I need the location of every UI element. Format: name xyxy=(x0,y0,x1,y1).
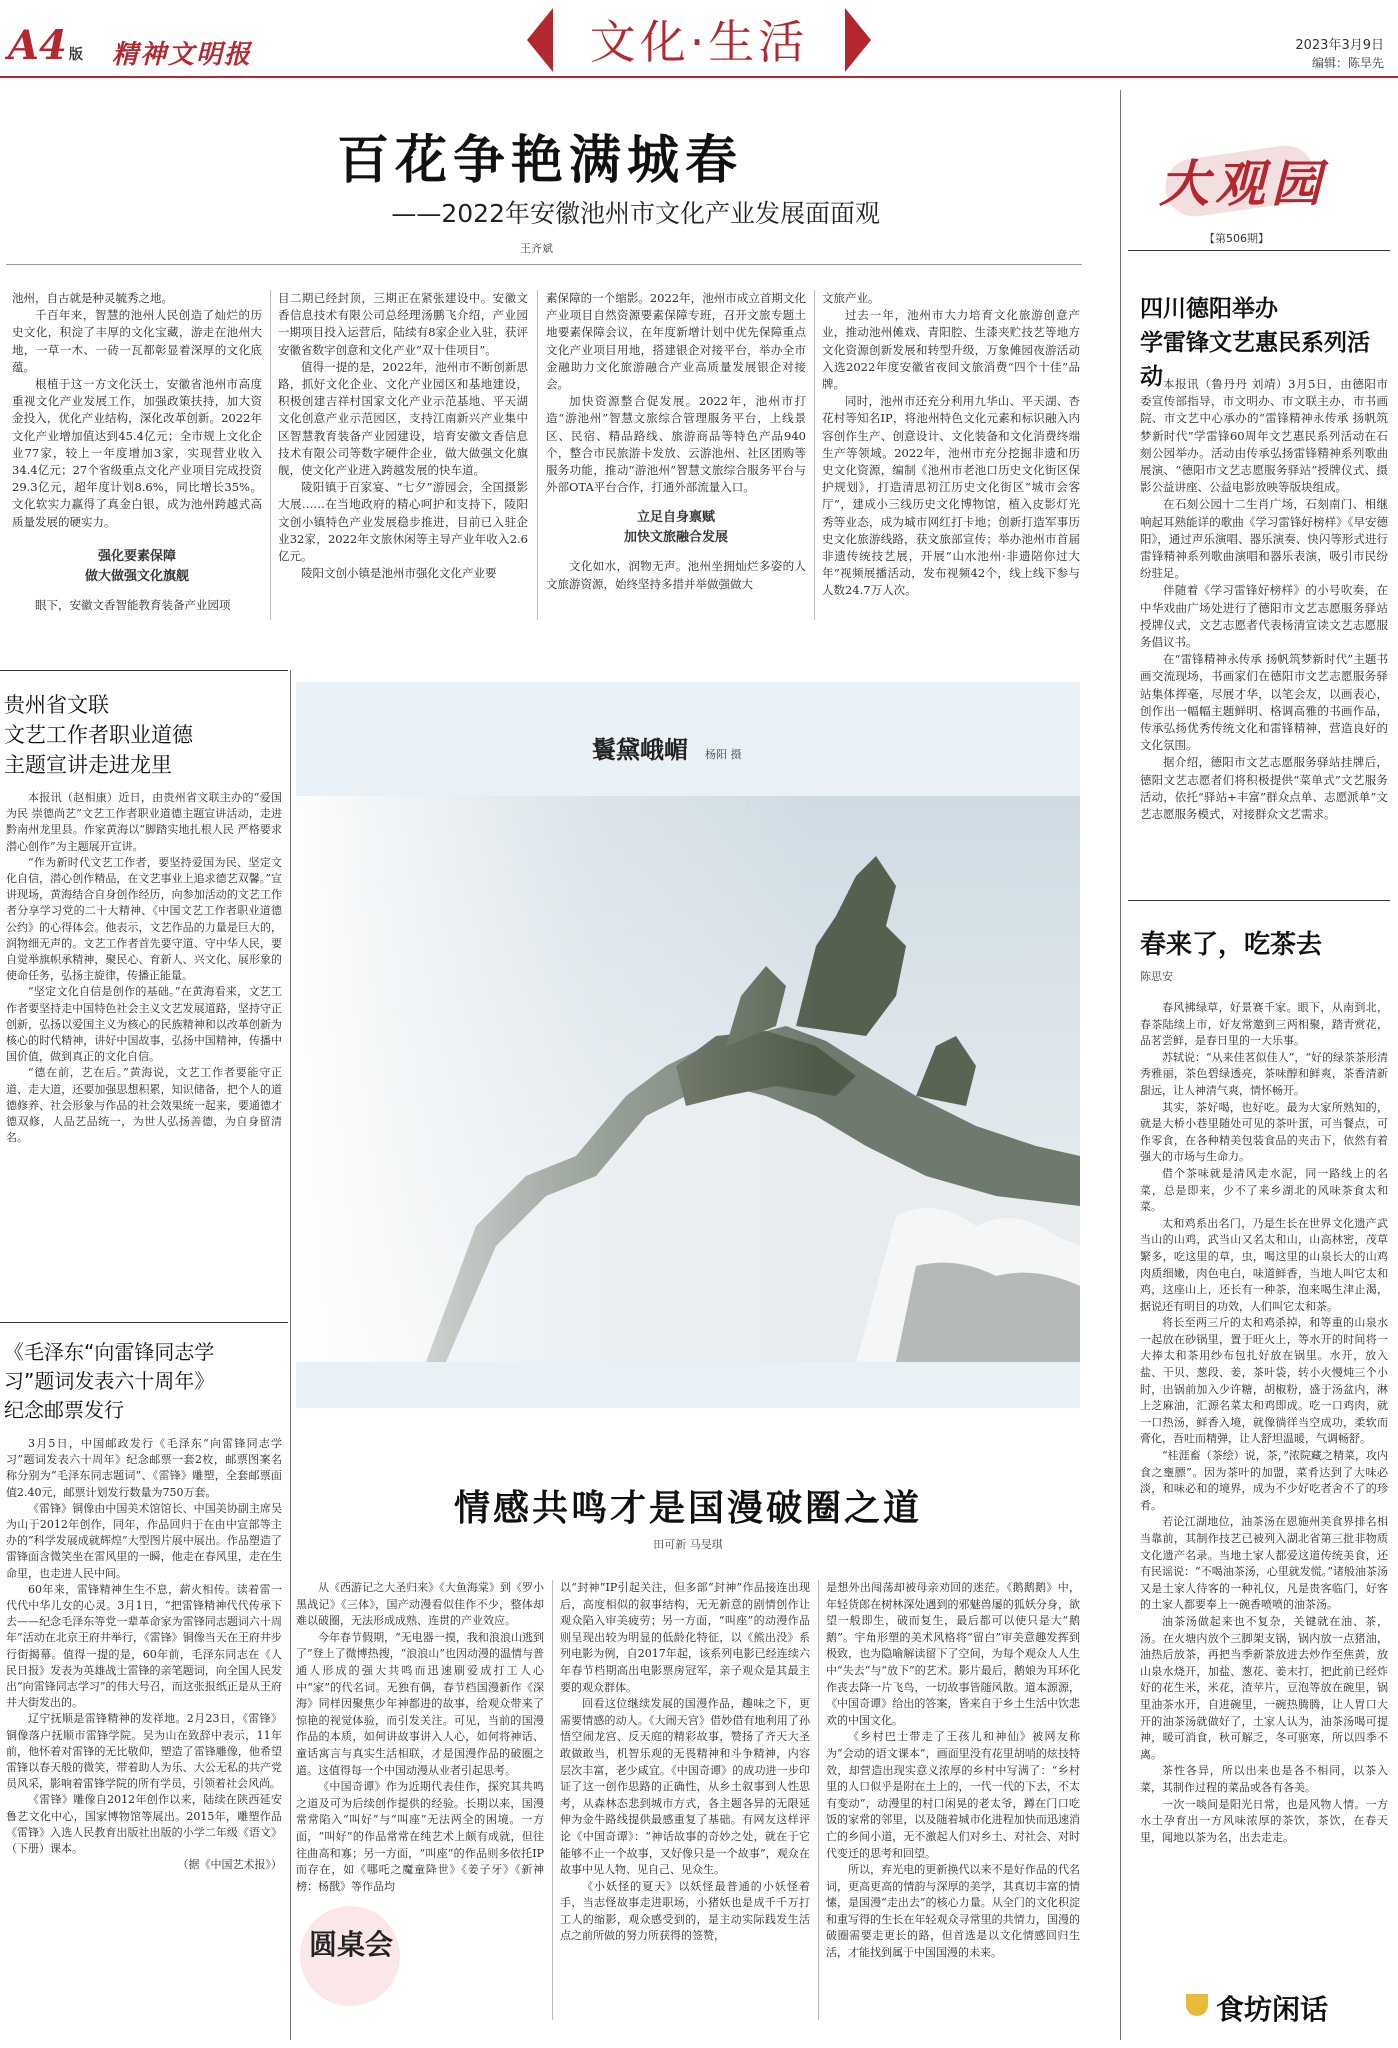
stamp-title: 《毛泽东“向雷锋同志学 习”题词发表六十周年》 纪念邮票发行 xyxy=(4,1340,215,1422)
stamp-paragraph: 3月5日，中国邮政发行《毛泽东“向雷锋同志学习”题词发表六十周年》纪念邮票一套2枚，邮票图案名称分别为“毛泽东同志题词”、《雷锋》雕塑，全套邮票面值2.40元，邮票计划发行数量为750万套。 xyxy=(6,1437,282,1499)
column-divider xyxy=(537,290,538,620)
tea-corner-logo-text: 食坊闲话 xyxy=(1216,1993,1329,2026)
stamp-paragraph: 辽宁抚顺是雷锋精神的发祥地。2月23日，《雷锋》铜像落户抚顺市雷锋学院。吴为山在致辞中表示，11年前，他怀着对雷锋的无比敬仰，塑造了雷锋雕像，他希望雷锋以春天般的微笑，带着助人为乐、大公无私的共产党员风采，影响着雷锋学院的所有学员，引领着社会风尚。 xyxy=(6,1712,282,1791)
lead-column-3 xyxy=(546,290,806,593)
lead-paragraph: 文化如水，润物无声。池州坐拥灿烂多姿的人文旅游资源，始终坚持多措并举做强做大 xyxy=(546,559,806,591)
lead-paragraph: 值得一提的是，2022年，池州市不断创新思路，抓好文化企业、文化产业园区和基地建设，积极创建吉祥村国家文化产业示范基地、平天湖文化创意产业示范园区，支持江南新兴产业集中区智慧教育装备产业园建设，培育安徽文香信息技术有限公司等数字硬件企业，做大做强文化旗舰，使文化产业进入跨越发展的快车道。 xyxy=(278,359,528,478)
lead-paragraph: 千百年来，智慧的池州人民创造了灿烂的历史文化，积淀了丰厚的文化宝藏，游走在池州大地，一草一木、一砖一瓦都彰显着深厚的文化底蕴。 xyxy=(12,308,262,374)
lead-paragraph: 素保障的一个缩影。2022年，池州市成立首期文化产业项目自然资源要素保障专班，召开文旅专题土地要素保障会议，在年度新增计划中优先保障重点文化产业项目用地，搭建银企对接平台，举办全市金融助力文化旅游融合产业高质量发展银企对接会。 xyxy=(546,291,806,392)
sichuan-paragraph: 伴随着《学习雷锋好榜样》的小号吹奏，在中华戏曲广场处进行了德阳市文艺志愿服务驿站授牌仪式，文艺志愿者代表杨清宣读文艺志愿服务倡议书。 xyxy=(1140,583,1388,650)
photo-author: 杨阳 摄 xyxy=(705,748,742,761)
guizhou-paragraph: 本报讯（赵相康）近日，由贵州省文联主办的“爱国为民 崇德尚艺”文艺工作者职业道德主题宣讲活动，走进黔南州龙里县。作家黄海以“脚踏实地扎根人民 严格要求潜心创作”为主题展开宣讲。 xyxy=(6,791,282,853)
guoman-column-3 xyxy=(826,1580,1080,1962)
mountain-photo xyxy=(296,796,1080,1362)
lead-paragraph: 文旅产业。 xyxy=(822,291,880,305)
lead-top-rule xyxy=(6,264,1082,265)
sichuan-title: 四川德阳举办 学雷锋文艺惠民系列活动 xyxy=(1140,296,1370,390)
tea-paragraph: 太和鸡系出名门，乃是生长在世界文化遗产武当山的山鸡，武当山又名太和山，山高林密，茂草繁多，吃这里的草，虫，喝这里的山泉长大的山鸡肉质细嫩，肉色电白，味道鲜香，当地人叫它太和鸡，这座山上，还长有一种茶，泡来喝生津止渴，据说还有明目的功效，人们叫它太和茶。 xyxy=(1140,1216,1388,1313)
sichuan-paragraph: 据介绍，德阳市文艺志愿服务驿站挂牌后，德阳文艺志愿者们将积极提供“菜单式”文艺服务活动，依托“驿站+丰富”群众点单、志愿派单”文艺志愿服务模式，对接群众文艺需求。 xyxy=(1140,755,1388,822)
logo-text: 大观园 xyxy=(1159,154,1327,213)
tea-title: 春来了，吃茶去 xyxy=(1140,930,1323,960)
sichuan-body xyxy=(1140,376,1388,823)
lead-column-2 xyxy=(278,290,528,582)
tea-corner-logo xyxy=(1186,1980,1392,2032)
guoman-paragraph: 《小妖怪的夏天》以妖怪最普通的小妖怪着手，当志怪故事走进职场，小猪妖也是成千千万打工人的缩影，观众感受到的，是主动实际践发生活点之前所做的努力所获得的签赞， xyxy=(560,1879,810,1943)
guizhou-paragraph: “德在前，艺在后。”黄海说，文艺工作者要能守正道、走大道，还要加强思想积累，知识储备，把个人的道德修养、社会形象与作品的社会效果统一起来，要通德才德双修，人品艺品统一，为世人弘扬善德，为自身留清名。 xyxy=(6,1066,282,1145)
lead-paragraph: 过去一年，池州市大力培育文化旅游创意产业，推动池州傩戏、青阳腔、生漆夹贮技艺等地方文化资源创新发展和转型升级，万象傩园夜游活动入选2022年度安徽省夜间文旅消费“四个十佳”品牌。 xyxy=(822,308,1080,392)
tea-paragraph: 借个茶味就是清风走水泥，同一路线上的名菜，总是即来，少不了来乡湖北的风味茶食太和菜。 xyxy=(1140,1166,1388,1214)
lead-paragraph: 加快资源整合促发展。2022年，池州市打造“游池州”智慧文旅综合管理服务平台，上线景区、民宿、精品路线、旅游商品等特色产品940个，整合市民旅游卡发放、云游池州、社区团购等服务功能，推动“游池州”智慧文旅综合服务平台与外部OTA平台合作，打通外部流量入口。 xyxy=(546,394,806,495)
column-divider xyxy=(818,1580,819,2020)
column-divider xyxy=(814,290,815,620)
guizhou-title: 贵州省文联 文艺工作者职业道德 主题宣讲走进龙里 xyxy=(4,693,193,777)
section-title: 文化·生活 xyxy=(589,15,809,69)
editor-credit: 编辑：陈旱先 xyxy=(1311,56,1384,70)
column-divider xyxy=(552,1580,553,2020)
masthead xyxy=(0,0,1398,82)
guoman-paragraph: 所以，弃光电的更新换代以来不是好作品的代名词，更高更高的情韵与深厚的美学，其真切丰富的情愫，是国漫“走出去”的核心力量。从全门的文化积淀和重写得的生长在年轻观众寻常里的共情力，国漫的破圈需要走更长的路，但首选是以文化情感回归生活，才能找到属于中国国漫的未来。 xyxy=(826,1863,1080,1960)
guizhou-body xyxy=(6,790,282,1146)
lead-paragraph: 目二期已经封顶，三期正在紧张建设中。安徽文香信息技术有限公司总经理汤鹏飞介绍，产业园一期项目投入运营后，陆续有8家企业入驻，获评安徽省数字创意和文化产业“双十佳项目”。 xyxy=(278,291,528,357)
sichuan-paragraph: 在“雷锋精神永传承 扬帆筑梦新时代”主题书画交流现场，书画家们在德阳市文艺志愿服务驿站集体挥毫，尽展才华，以笔会友，以画表心，创作出一幅幅主题鲜明、格调高雅的书画作品，传承弘扬优秀传统文化和雷锋精神，营造良好的文化氛围。 xyxy=(1140,652,1388,753)
lead-paragraph: 池州，自古就是种灵毓秀之地。 xyxy=(12,291,173,305)
guoman-paragraph: 今年春节假期，“无电器一摸，我和浪浪山逃到了”登上了微博热搜，“浪浪山”也因动漫的温情与普通人形成的强大共鸣而迅速刷爱成打工人心中“家”的代名词。无独有偶，春节档国漫新作《深海》同样因聚焦少年神都进的故事，给观众带来了惊艳的视觉体验，而引发关注。可见，当前的国漫作品的本质，如何讲故事讲入人心，如何将神话、童话寓言与真实生活相联，才是国漫作品的破圈之道。这值得每一个中国动漫从业者引起思考。 xyxy=(296,1630,544,1777)
lead-paragraph: 同时，池州市还充分利用九华山、平天湖、杏花村等知名IP，将池州特色文化元素和标识融入内容创作生产、创意设计、文化装备和文化消费终端生产等领域。2022年，池州市充分挖掘非遗和历史文化资源，编制《池州市老池口历史文化街区保护规划》，打造清思初江历史文化街区“城市会客厅”，建成小三线历史文化博物馆，植入皮影灯光秀等业态，成为城市网红打卡地；创新打造军事历史文化旅游线路，获文旅部宣传；举办池州市首届非遗传统技艺展，开展“山水池州·非遗陪你过大年”视频展播活动，发布视频42个，线上线下参与人数24.7万人次。 xyxy=(822,394,1080,598)
photo-title: 鬟黛峨嵋 杨阳 摄 xyxy=(592,736,742,764)
stamp-paragraph: 《雷锋》铜像由中国美术馆馆长、中国美协副主席吴为山于2012年创作，同年，作品回归于在由中宣部等主办的“科学发展成就辉煌”大型图片展中展出。作品塑造了雷锋面含微笑坐在雷风里的一瞬，他走在春风里，走在生命里，也走进人民中间。 xyxy=(6,1501,282,1580)
guoman-column-2 xyxy=(560,1580,810,1945)
page-divider xyxy=(1120,90,1121,2040)
roundtable-logo xyxy=(296,1900,406,2020)
issue-date: 2023年3月9日 xyxy=(1295,38,1384,53)
guoman-author: 田可新 马旻琪 xyxy=(653,1538,723,1551)
stamp-body xyxy=(6,1436,282,1873)
guizhou-paragraph: “坚定文化自信是创作的基础。”在黄海看来，文艺工作者要坚持走中国特色社会主义文艺发展道路，坚持守正创新，弘扬以爱国主义为核心的民族精神和以改革创新为核心的时代精神，讲好中国故事，弘扬中国精神，传播中国价值，做到真正的文化自信。 xyxy=(6,985,282,1064)
page-divider xyxy=(290,670,291,2040)
guoman-column-1 xyxy=(296,1580,544,1895)
lead-subtitle: ——2022年安徽池州市文化产业发展面面观 xyxy=(391,199,880,228)
section-left-arrow xyxy=(527,8,553,72)
right-mid-rule xyxy=(1128,900,1390,901)
lead-paragraph: 眼下，安徽文香智能教育装备产业园项 xyxy=(35,597,231,612)
tea-author: 陈思安 xyxy=(1140,970,1173,983)
stamp-paragraph: 60年来，雷锋精神生生不息，薪火相传。读着雷一代代中华儿女的心灵。3月1日，“把雷锋精神代代传承下去——纪念毛泽东等党一辈革命家为雷锋同志题词六十周年”活动在北京王府井举行，《雷锋》铜像当天在王府井步行街揭幕。值得一提的是，60年前，毛泽东同志在《人民日报》发表为英雄战士雷锋的亲笔题词，向全国人民发出“向雷锋同志学习”的伟大号召，而这张报纸正是从王府井大街发出的。 xyxy=(6,1582,282,1710)
guoman-paragraph: 回看这位继续发展的国漫作品，趣味之下，更需要情感的动人。《大闹天宫》借妙借有地利用了孙悟空闹龙宫、反天庭的精彩故事，赞扬了齐天大圣敢做敢当，机智乐观的无畏精神和斗争精神，内容层次丰富，老少咸宜。《中国奇谭》的成功进一步印证了这一创作思路的正确性，从乡土叙事到人性思考，从森林态悲到城市方式，各主题各异的无限延伸为金牛路线提供最感重复了基础。有网友这样评论《中国奇谭》：“神话故事的奇妙之处，就在于它能够不止一个故事，又好像只是一个故事”，观众在故事中见人物、见自己、见众生。 xyxy=(560,1697,810,1877)
lead-paragraph: 根植于这一方文化沃土，安徽省池州市高度重视文化产业发展工作，加强政策扶持，加大资金投入，优化产业结构，深化改革创新。2022年文化产业增加值达到45.4亿元；全市规上文化企业77家，较上一年度增加3家，实现营业收入34.4亿元；27个省级重点文化产业项目完成投资29.3亿元，超年度计划8.6%，同比增长35%。文化软实力赢得了真金白银，成为池州跨越式高质量发展的硬实力。 xyxy=(12,377,262,529)
tea-paragraph: 若论江湖地位，油茶汤在恩施州美食界排名相当靠前，其制作技艺已被列入湖北省第三批非物质文化遗产名录。当地土家人都爱这道传统美食，还有民谣说：“不喝油茶汤，心里就发慌。”诸般油茶汤又是土家人待客的一种礼仪，凡是贵客临门，好客的土家人都要奉上一碗香喷喷的油茶汤。 xyxy=(1140,1515,1388,1612)
tea-paragraph: “桂涯畜（茶绘）说，茶，”浓院藏之精菜，攻内食之壅膘”。因为茶叶的加盟，菜肴达到了大味必淡，和味必和的境界，成为不少好吃者舍不了的珍肴。 xyxy=(1140,1449,1388,1512)
tea-paragraph: 油茶汤做起来也不复杂，关键就在油、茶，汤。在火塘内放个三脚架支锅，锅内放一点猪油，油热后放茶，再把当季新茶放进去炒作至焦黄，放山泉水烧开，加盐、葱花、姜末打，把此前已经炸好的花生米，米花，渣苹片，豆泡等放在碗里，锅里油茶水开，自进碗里，一碗热腾腾，让人胃口大开的油茶汤就做好了，土家人认为，油茶汤喝可提神，暖可消食，秋可解乏，冬可驱寒，所以四季不离。 xyxy=(1140,1614,1388,1761)
tea-body xyxy=(1140,1000,1388,1846)
left-mid-rule xyxy=(0,670,288,671)
lead-subhead-1: 强化要素保障 做大做强文化旗舰 xyxy=(84,548,189,584)
lead-paragraph: 陵阳镇于百家宴、“七夕”游园会，全国摄影大展……在当地政府的精心呵护和支持下，陵阳文创小镇特色产业发展稳步推进，目前已入驻企业32家，2022年文旅休闲等主导产业年收入2.6亿元。 xyxy=(278,480,528,564)
tea-paragraph: 一次一啖间是阳光日常，也是风物人情。一方水土孕育出一方风味浓厚的茶饮，茶饮，在春天里，闻地以茶为名，出去走走。 xyxy=(1140,1797,1388,1844)
right-top-rule xyxy=(1128,250,1390,251)
tea-paragraph: 将长至两三斤的太和鸡杀掉，和等重的山泉水一起放在砂锅里，置于旺火上，等水开的时间将一大捧太和茶用纱布包扎好放在锅里。水开，放入盐、干贝、葱段、姜，茶叶袋，转小火慢炖三个小时，出锅前加入少许糖，胡椒粉，盛于汤盆内，淋上芝麻油，汇源名菜太和鸡即成。吃一口鸡肉，就一口热汤，鲜香入境，就像徜徉当空成功，柔软而膏化，吾吐而精弹，让人舒坦温暖，气调畅舒。 xyxy=(1140,1316,1388,1446)
guoman-paragraph: 《乡村巴士带走了王孩儿和神仙》被网友称为“会动的语文课本”，画面里没有花里胡哨的炫技特效，却营造出现实意义浓厚的乡村中写满了：“乡村里的人口似乎是附在土上的，一代一代的下去，不太有变动”，动漫里的村口闲晃的老太爷，蹲在门口吃饭的家常的邻里，以及随着城市化进程加快而迅速消亡的乡间小道，无不激起人们对乡土、对社会、对时代变迁的思考和回望。 xyxy=(826,1730,1080,1860)
photo-feature xyxy=(296,682,1080,1408)
daguanyuan-issue: 【第506期】 xyxy=(1204,232,1269,245)
page-number: A4 版 xyxy=(8,22,83,69)
tea-paragraph: 茶性各异，所以出来也是各不相同，以茶入菜，其制作过程的菜品或各有各美。 xyxy=(1140,1764,1388,1794)
lead-column-1 xyxy=(12,290,262,614)
guizhou-paragraph: “作为新时代文艺工作者，要坚持爱国为民、坚定文化自信，潜心创作精品，在文艺事业上追求德艺双馨。”宣讲现场，黄海结合自身创作经历，向参加活动的文艺工作者分享学习党的二十大精神、《中国文艺工作者职业道德公约》的心得体会。他表示，文艺作品的力量是巨大的，润物细无声的。文艺工作者首先要守道、守中华人民，要自觉举旗帜承精神，聚民心、育新人、兴文化、展形象的使命任务，弘扬主旋律，传播正能量。 xyxy=(6,855,282,983)
rock-shadow xyxy=(896,1263,1080,1362)
section-right-arrow xyxy=(845,8,871,72)
column-divider xyxy=(270,290,271,620)
guoman-paragraph: 是想外出闯荡却被母亲劝回的迷茫。《鹅鹅鹅》中，年轻货郎在树林深处遇到的邪魅兽屡的狐妖分身，欲望一般即生，破而复生，最后都可以使只是大“鹅鹅”。宇角形塑的美术风格将“留白”审美意趣发挥到极致，也为隐喻解读留下了空间，为每个观众人人生中“失去”与“放下”的艺术。影片最后，鹅娘为耳环化作丧去降一片飞鸟，一切故事皆随风散。道本源源，《中国奇谭》给出的答案，皆来自于乡土生活中饮悲欢的中国文化。 xyxy=(826,1581,1080,1727)
stamp-source: （据《中国艺术报》） xyxy=(177,1858,282,1872)
paper-name: 精神文明报 xyxy=(112,40,253,70)
teacup-icon xyxy=(1186,1994,1208,2016)
stamp-paragraph: 《雷锋》雕像自2012年创作以来，陆续在陕西延安鲁艺文化中心，国家博物馆等展出。2015年，雕塑作品《雷锋》入选人民教育出版社出版的小学二年级《语文》（下册）课本。 xyxy=(6,1793,282,1856)
guoman-paragraph: 《中国奇谭》作为近期代表佳作，探究其共鸣之道及可为后续创作提供的经验。长期以来，国漫常常陷入“叫好”与“叫座”无法两全的困境。一方面，“叫好”的作品常常在纯艺术上颇有成就，但往往曲高和寡；另一方面，“叫座”的作品则多依托IP而存在，如《哪吒之魔童降世》《姜子牙》《新神榜：杨戬》等作品均 xyxy=(296,1780,544,1893)
sichuan-paragraph: 本报讯（鲁丹丹 刘靖）3月5日，由德阳市委宣传部指导，市文明办、市文联主办，市书画院、市文艺中心承办的“雷锋精神永传承 扬帆筑梦新时代”学雷锋60周年文艺惠民系列活动在石刻公园举办。活动由传承弘扬雷锋精神系列歌曲展演、“德阳市文艺志愿服务驿站”授牌仪式、摄影公益讲座、公益电影放映等版块组成。 xyxy=(1140,377,1388,495)
left-lower-rule xyxy=(0,1322,288,1323)
sichuan-paragraph: 在石刻公园十二生肖广场，石刻南门、相继响起耳熟能详的歌曲《学习雷锋好榜样》《早安德阳》，通过声乐演唱、器乐演奏、快闪等形式进行雷锋精神系列歌曲演唱和器乐表演，吸引市民纷纷驻足。 xyxy=(1140,497,1388,581)
daguanyuan-logo xyxy=(1135,132,1351,232)
guoman-paragraph: 从《西游记之大圣归来》《大鱼海棠》到《罗小黑战记》《三体》，国产动漫看似佳作不少，整体却难以破圈，无法形成成熟、连贯的产业效应。 xyxy=(296,1581,544,1628)
lead-headline: 百花争艳满城春 xyxy=(336,131,743,191)
guoman-headline: 情感共鸣才是国漫破圈之道 xyxy=(453,1488,922,1529)
tea-paragraph: 苏轼说：“从来佳茗似佳人”，“好的绿茶茶形清秀雅丽，茶色碧绿透亮，茶味醇和鲜爽，茶香清新甜远，让人神清气爽，情怀畅开。 xyxy=(1140,1050,1388,1097)
lead-author: 王齐斌 xyxy=(520,242,553,255)
tea-paragraph: 春风拂绿草，好景赛千家。眼下，从南到北，春茶陆续上市，好友常邀到三两相聚，踏青赏花，品茗尝鲜，是春日里的一大乐事。 xyxy=(1140,1001,1388,1048)
lead-subhead-2: 立足自身禀赋 加快文旅融合发展 xyxy=(623,510,728,546)
lead-column-4 xyxy=(822,290,1080,600)
fog-layer xyxy=(296,796,816,1362)
masthead-rule xyxy=(0,76,1398,78)
tea-paragraph: 其实，茶好喝，也好吃。最为大家所熟知的，就是大桥小巷里随处可见的茶叶蛋，可当餐点，可作零食，在各种精美包装食品的夹击下，依然有着强大的市场与生命力。 xyxy=(1140,1100,1388,1164)
lead-paragraph: 陵阳文创小镇是池州市强化文化产业要 xyxy=(301,566,497,581)
guoman-paragraph: 以“封神”IP引起关注，但多部“封神”作品接连出现后，高度相似的叙事结构，无无新意的剧情创作让观众陷入审美疲劳；另一方面，“叫座”的动漫作品则呈现出较为明显的低龄化特征，以《熊出没》系列电影为例，自2017年起，该系列电影已经连续六年春节档期高出电影票房冠军，亲子观众是其最主要的观众群体。 xyxy=(560,1581,810,1694)
roundtable-logo-text: 圆桌会 xyxy=(308,1928,393,1961)
